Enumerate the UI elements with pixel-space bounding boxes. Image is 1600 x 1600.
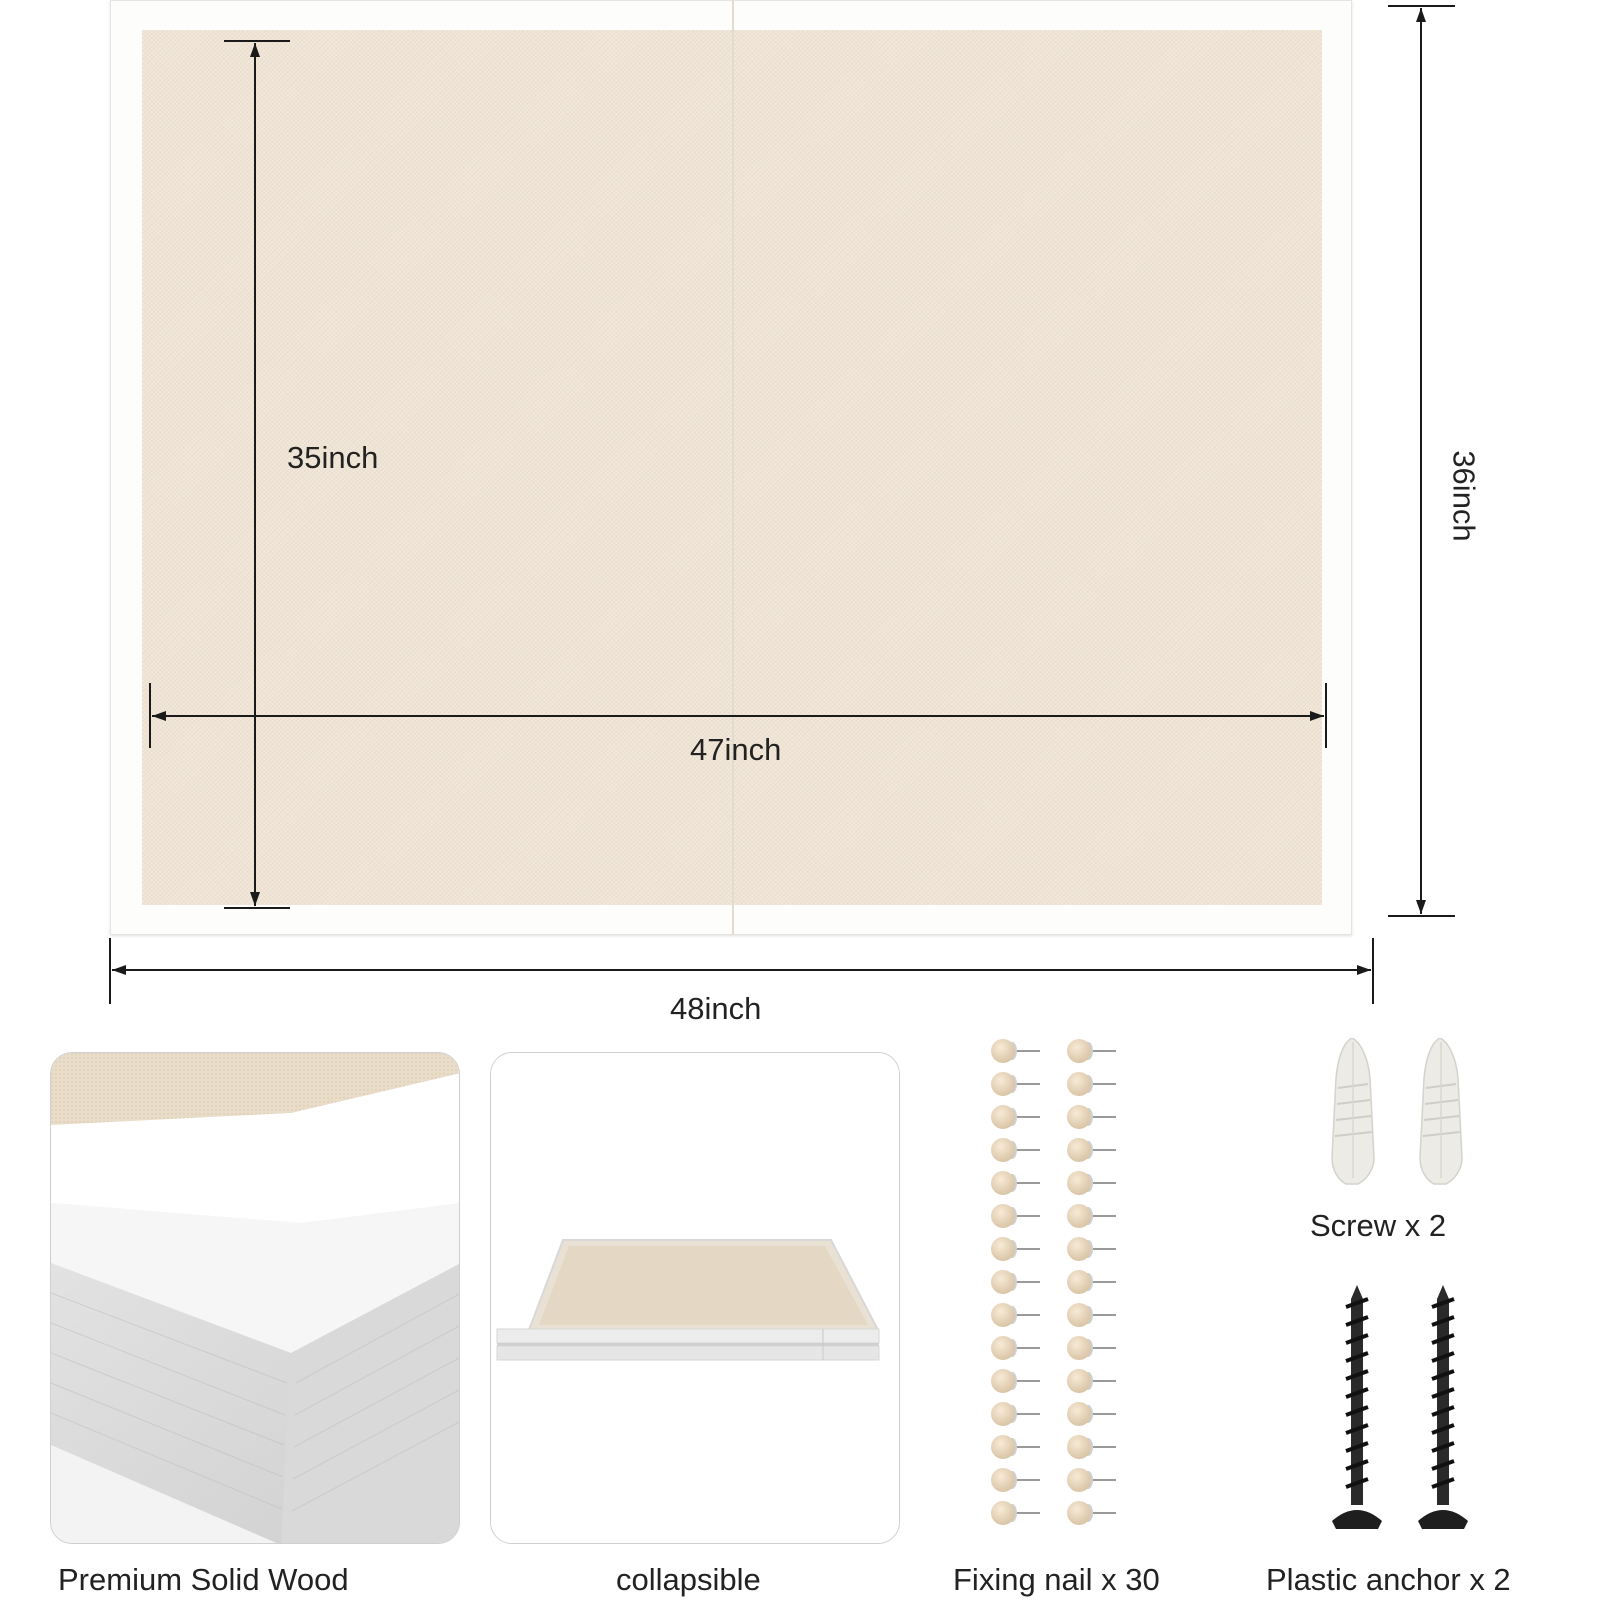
plastic-anchor-caption: Plastic anchor x 2 [1266,1562,1511,1597]
wood-corner-illustration [51,1053,460,1544]
folded-board-illustration [491,1053,900,1544]
collapsible-photo [490,1052,900,1544]
inner-width-label: 47inch [690,732,782,767]
fixing-nail-caption: Fixing nail x 30 [953,1562,1160,1597]
solid-wood-photo [50,1052,460,1544]
solid-wood-caption: Premium Solid Wood [58,1562,349,1597]
outer-width-label: 48inch [670,991,762,1026]
plastic-anchor-icons [1320,1038,1480,1188]
inner-height-arrow [224,41,290,908]
outer-height-label: 36inch [1446,450,1482,542]
black-screw-icons [1320,1285,1490,1550]
screw-caption: Screw x 2 [1310,1208,1447,1243]
push-pin-icons [990,1038,1150,1548]
inner-height-label: 35inch [287,440,379,475]
collapsible-caption: collapsible [616,1562,761,1597]
